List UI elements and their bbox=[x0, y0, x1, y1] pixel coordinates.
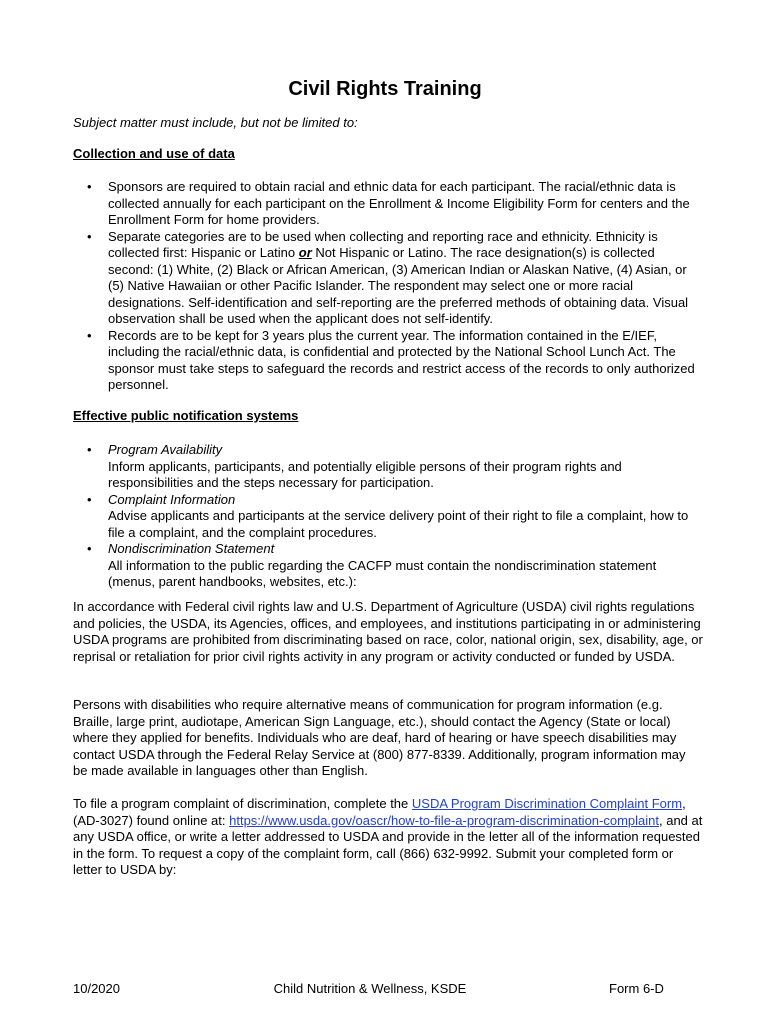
footer-center: Child Nutrition & Wellness, KSDE bbox=[273, 981, 467, 996]
bullet-text: Records are to be kept for 3 years plus the current year. The information contained in the E/IEF, including the racial/ethnic data, is confidential and protected by the National School Lunch Act. The sponsor must take steps to safeguard the records and restrict access of the records to only authorized personnel. bbox=[108, 327, 695, 392]
bullet-text: Not Hispanic or Latino. The race designation(s) is collected second: (1) White, (2) Black or African American, (3) American Indian or Alaskan Native, (4) Asian, or (5) Native Hawaiian or other Pacific Islander. The respondent may select one or more racial designations. Self-identification and self-reporting are the preferred methods of obtaining data. Visual observation shall be used when the applicant does not self-identify. bbox=[108, 245, 689, 326]
item-text: Inform applicants, participants, and potentially eligible persons of their program rights and responsibilities and the steps necessary for participation. bbox=[108, 458, 622, 490]
subtitle: Subject matter must include, but not be limited to: bbox=[73, 115, 358, 130]
paragraph-text: , and at any USDA office, or write a letter addressed to USDA and provide in the letter all of the information requested in the form. To request a copy of the complaint form, call (866) 632-9992. Submit your completed form or letter to USDA by: bbox=[73, 812, 703, 877]
collection-bullet-list bbox=[73, 179, 703, 394]
list-item bbox=[73, 492, 703, 542]
list-item bbox=[73, 442, 703, 492]
item-title: • Nondiscrimination Statement bbox=[108, 541, 275, 556]
paragraph-complaint bbox=[73, 796, 703, 879]
emphasis-or: or bbox=[298, 245, 312, 260]
footer-date: 10/2020 bbox=[73, 981, 120, 996]
paragraph-civil-rights-law: In accordance with Federal civil rights law and U.S. Department of Agriculture (USDA) civil rights regulations and policies, the USDA, its Agencies, offices, and employees, and institutions participating in or administering USDA programs are prohibited from discriminating based on race, color, national origin, sex, disability, age, or reprisal or retaliation for prior civil rights activity in any program or activity conducted or funded by USDA. bbox=[73, 599, 703, 664]
notification-bullet-list bbox=[73, 442, 703, 591]
item-title: • Complaint Information bbox=[108, 491, 236, 507]
list-item bbox=[73, 229, 703, 328]
list-item bbox=[73, 328, 703, 394]
bullet-text: Sponsors are required to obtain racial and ethnic data for each participant. The racial/ethnic data is collected annually for each participant on the Enrollment & Income Eligibility Form for centers and the Enrollment Form for home providers. bbox=[108, 179, 690, 227]
footer-form-number: Form 6-D bbox=[609, 981, 664, 996]
complaint-url-link[interactable]: https://www.usda.gov/oascr/how-to-file-a-program-discrimination-complaint bbox=[229, 812, 659, 828]
bullet-text: Separate categories are to be used when collecting and reporting race and ethnicity. Ethnicity is collected first: Hispanic or Latino bbox=[108, 228, 658, 260]
complaint-form-link[interactable]: USDA Program Discrimination Complaint Form bbox=[411, 796, 683, 811]
section-heading-collection: Collection and use of data bbox=[73, 146, 235, 161]
section-heading-notification: Effective public notification systems bbox=[73, 408, 299, 423]
item-text: All information to the public regarding the CACFP must contain the nondiscrimination statement (menus, parent handbooks, websites, etc.): bbox=[108, 557, 657, 589]
item-title: • Program Availability bbox=[108, 442, 223, 457]
page-title: Civil Rights Training bbox=[288, 78, 482, 100]
paragraph-text: To file a program complaint of discrimination, complete the bbox=[73, 796, 412, 811]
item-text: Advise applicants and participants at the service delivery point of their right to file a complaint, how to file a complaint, and the complaint procedures. bbox=[108, 508, 689, 540]
paragraph-disabilities: Persons with disabilities who require alternative means of communication for program information (e.g. Braille, large print, audiotape, American Sign Language, etc.), should contact the Agency (State or local) where they applied for benefits. Individuals who are deaf, hard of hearing or have speech disabilities may contact USDA through the Federal Relay Service at (800) 877-8339. Additionally, program information may be made available in languages other than English. bbox=[73, 697, 686, 778]
list-item bbox=[73, 179, 703, 229]
paragraph-text: , (AD-3027) found online at: bbox=[73, 796, 686, 828]
list-item bbox=[73, 541, 703, 591]
